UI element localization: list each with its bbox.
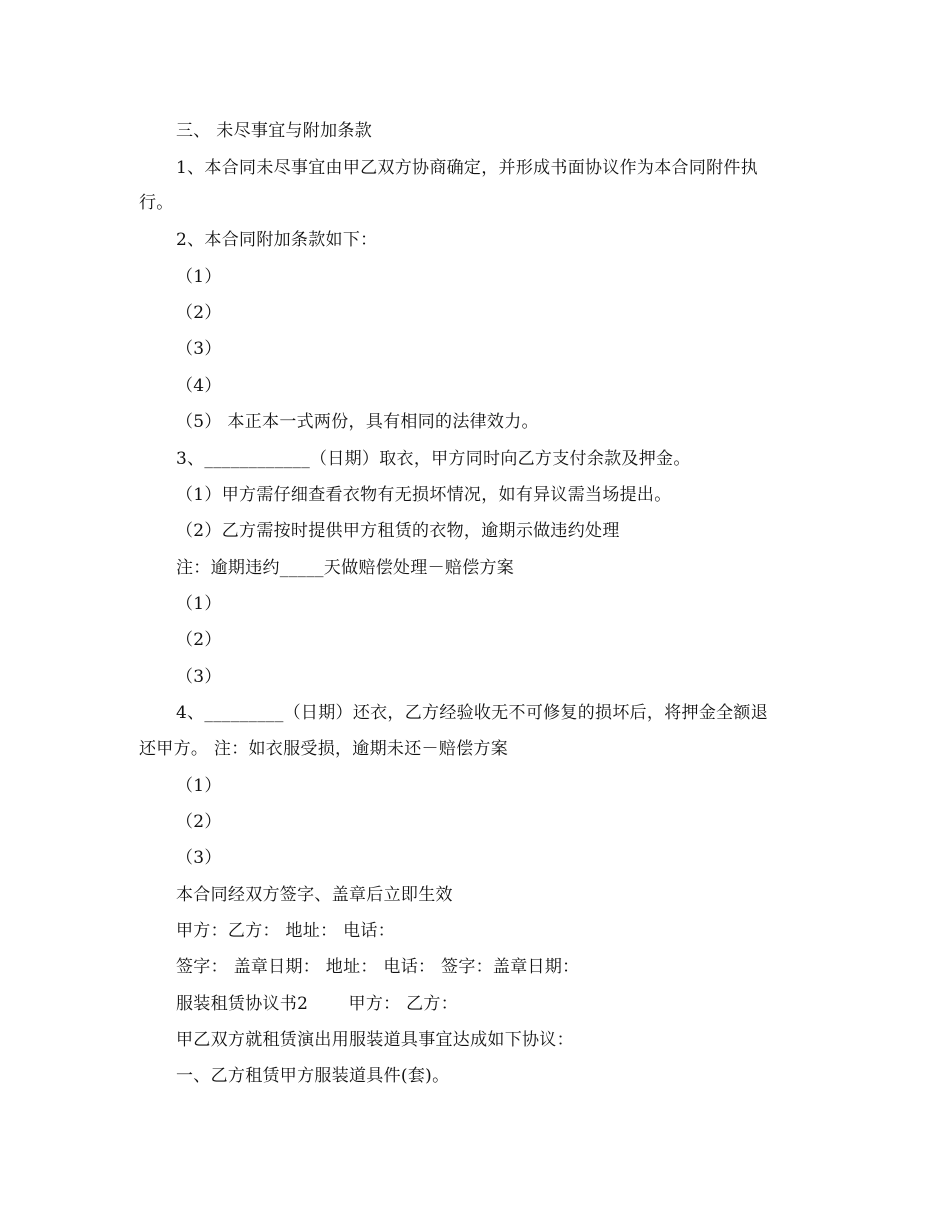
agreement-2-intro: 甲乙双方就租赁演出用服装道具事宜达成如下协议： (176, 1030, 574, 1050)
signature-line: 签字： 盖章日期： 地址： 电话： 签字：盖章日期： (176, 957, 580, 977)
clause-2: 2、本合同附加条款如下： (176, 230, 378, 250)
clause-2-item-3: （3） (176, 339, 222, 359)
clause-3-plan-item-1: （1） (176, 594, 222, 614)
effective-statement: 本合同经双方签字、盖章后立即生效 (176, 885, 453, 905)
party-info-line: 甲方：乙方： 地址： 电话： (176, 921, 396, 941)
clause-4-plan-item-1: （1） (176, 776, 222, 796)
section-heading-3: 三、 未尽事宜与附加条款 (176, 121, 373, 141)
clause-2-item-1: （1） (176, 267, 222, 287)
agreement-2-clause-1: 一、乙方租赁甲方服装道具件(套)。 (176, 1066, 450, 1086)
clause-1-line-2: 行。 (139, 193, 174, 213)
clause-4-line-1: 4、_________（日期）还衣，乙方经验收无不可修复的损坏后，将押金全额退 (176, 703, 769, 723)
clause-4-line-2: 还甲方。 注：如衣服受损，逾期未还－赔偿方案 (139, 739, 509, 759)
clause-1-line-1: 1、本合同未尽事宜由甲乙双方协商确定，并形成书面协议作为本合同附件执 (176, 158, 759, 178)
clause-3-item-2: （2）乙方需按时提供甲方租赁的衣物，逾期示做违约处理 (176, 521, 620, 541)
clause-2-item-2: （2） (176, 303, 222, 323)
clause-4-plan-item-3: （3） (176, 848, 222, 868)
clause-2-item-5: （5） 本正本一式两份，具有相同的法律效力。 (176, 412, 539, 432)
agreement-2-title: 服装租赁协议书2 甲方： 乙方： (176, 994, 459, 1014)
clause-3-plan-item-2: （2） (176, 630, 222, 650)
clause-3-note: 注：逾期违约_____天做赔偿处理－赔偿方案 (176, 558, 515, 578)
clause-4-plan-item-2: （2） (176, 812, 222, 832)
clause-2-item-4: （4） (176, 376, 222, 396)
clause-3-plan-item-3: （3） (176, 667, 222, 687)
clause-3: 3、____________（日期）取衣，甲方同时向乙方支付余款及押金。 (176, 449, 691, 469)
clause-3-item-1: （1）甲方需仔细查看衣物有无损坏情况，如有异议需当场提出。 (176, 485, 672, 505)
